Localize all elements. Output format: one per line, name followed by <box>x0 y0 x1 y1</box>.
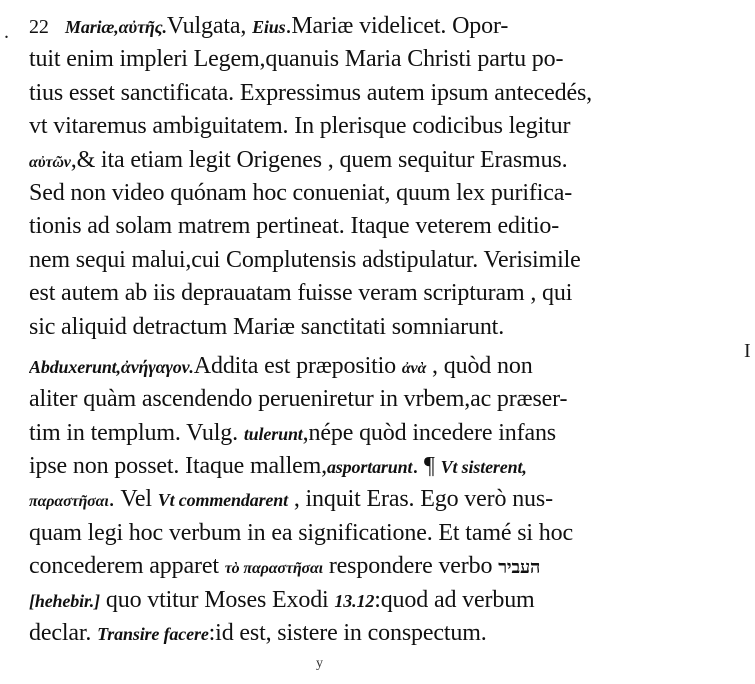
text-run: . ¶ <box>412 453 441 480</box>
text-line <box>29 244 747 277</box>
italic-phrase: asportarunt <box>326 457 413 478</box>
text-line <box>29 450 747 483</box>
text-run: ipse non posset. Itaque mallem, <box>29 453 327 480</box>
text-run: quo vtitur Moses Exodi <box>100 586 335 613</box>
greek-word: τὸ παραστῆσαι <box>224 560 323 578</box>
text-run: aliter quàm ascendendo perueniretur in vrbem,ac præser- <box>29 386 568 413</box>
text-run: tim in templum. Vulg. <box>29 419 244 446</box>
text-run: :quod ad verbum <box>374 586 535 613</box>
text-run: declar. <box>29 620 98 647</box>
text-run: Sed non video quónam hoc conueniat, quum lex purifica- <box>29 179 573 206</box>
text-line <box>29 383 747 416</box>
italic-phrase: tulerunt <box>243 423 303 444</box>
text-run: respondere verbo <box>322 553 499 580</box>
italic-phrase: Transire facere <box>97 624 209 645</box>
text-run: , inquit Eras. Ego verò nus- <box>287 486 553 513</box>
greek-word: ἀνὰ <box>401 359 427 377</box>
text-line <box>29 77 747 110</box>
text-run: :id est, sistere in conspectum. <box>208 620 487 647</box>
text-line <box>29 177 747 210</box>
text-line <box>29 311 747 344</box>
text-run: quam legi hoc verbum in ea significatione. Et tamé si hoc <box>29 519 573 546</box>
text-run: Addita est præpositio <box>193 352 402 379</box>
italic-phrase: Abduxerunt,ἀνήγαγον. <box>29 356 194 377</box>
text-line <box>29 417 747 450</box>
text-line <box>29 10 747 43</box>
text-line <box>29 277 747 310</box>
text-run: est autem ab iis deprauatam fuisse veram scripturam , qui <box>29 280 573 307</box>
page-number: 22 <box>29 16 49 38</box>
text-line <box>29 617 747 650</box>
greek-word: παραστῆσαι <box>29 493 109 511</box>
left-margin-mark: . <box>4 21 9 43</box>
italic-phrase: Mariæ,αὐτῆς. <box>65 17 167 37</box>
right-margin-mark: I <box>744 340 751 362</box>
text-run: ,népe quòd incedere infans <box>302 419 556 446</box>
text-line <box>29 110 747 143</box>
text-run: . Vel <box>108 486 158 513</box>
italic-phrase: Vt sisterent, <box>440 457 527 478</box>
text-run: tuit enim impleri Legem,quanuis Maria Christi partu po- <box>29 46 564 73</box>
text-line <box>29 43 747 76</box>
text-line <box>29 350 747 383</box>
text-line <box>29 584 747 617</box>
text-line <box>29 210 747 243</box>
italic-phrase: 13.12 <box>334 590 375 611</box>
text-run: .Mariæ videlicet. Opor- <box>285 13 509 39</box>
text-line <box>29 144 747 177</box>
text-line <box>29 550 747 583</box>
text-run: sic aliquid detractum Mariæ sanctitati somniarunt. <box>29 313 505 340</box>
annotation-text <box>29 10 747 650</box>
text-run: vt vitaremus ambiguitatem. In plerisque codicibus legitur <box>29 113 571 140</box>
italic-phrase: Vt commendarent <box>157 490 288 511</box>
text-run: tionis ad solam matrem pertineat. Itaque veterem editio- <box>29 213 560 240</box>
text-line <box>29 517 747 550</box>
italic-phrase: Eius <box>252 17 286 37</box>
text-run: Vulgata, <box>166 13 253 39</box>
bottom-ink-mark: y <box>316 656 323 671</box>
text-run: nem sequi malui,cui Complutensis adstipulatur. Verisimile <box>29 246 581 273</box>
greek-word: αὐτῶν <box>29 153 71 171</box>
text-line <box>29 483 747 516</box>
text-run: ,& ita etiam legit Origenes , quem sequitur Erasmus. <box>70 146 568 173</box>
text-run: tius esset sanctificata. Expressimus autem ipsum antecedés, <box>29 79 592 106</box>
hebrew-word: העביר <box>498 557 541 578</box>
italic-phrase: [hehebir.] <box>29 590 101 611</box>
text-run: concederem apparet <box>29 553 225 580</box>
text-run: , quòd non <box>426 352 533 379</box>
